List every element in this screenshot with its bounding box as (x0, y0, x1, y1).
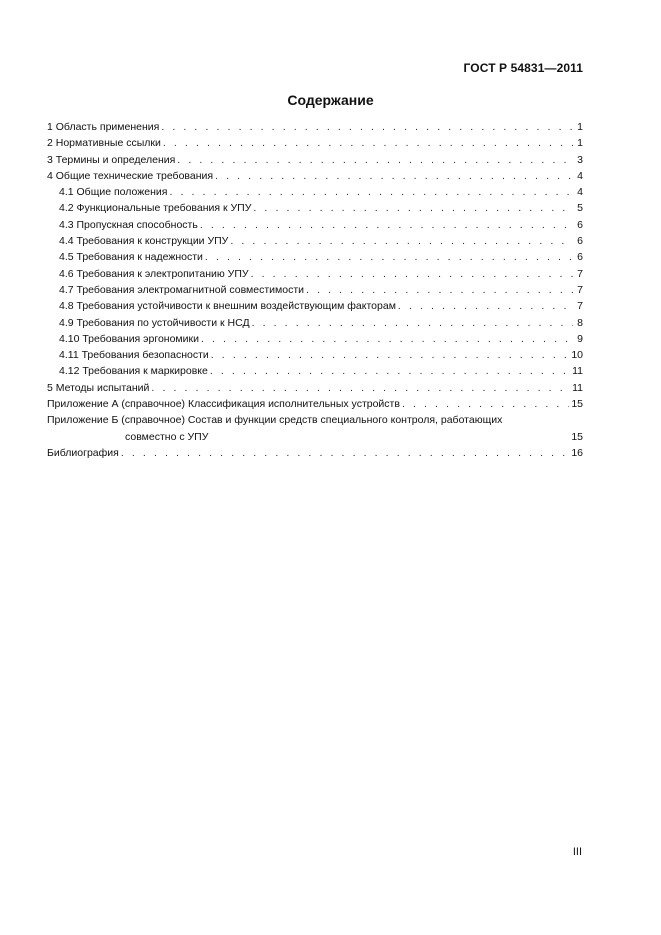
toc-leader-dots (251, 266, 573, 282)
toc-leader-dots (201, 331, 573, 347)
toc-entry-page: 15 (571, 430, 583, 443)
toc-entry[interactable] (47, 380, 583, 396)
toc-entry-label: 2 Нормативные ссылки (47, 137, 161, 150)
toc-entry-page: 11 (572, 381, 583, 394)
toc-leader-dots (252, 315, 573, 331)
toc-entry[interactable] (47, 119, 583, 135)
toc-entry[interactable] (47, 249, 583, 265)
toc-entry-page: 16 (571, 446, 583, 459)
toc-entry-page: 7 (577, 267, 583, 280)
toc-entry-label-cont: совместно с УПУ (125, 430, 209, 443)
toc-entry-page: 4 (577, 169, 583, 182)
toc-entry-label: 4 Общие технические требования (47, 169, 214, 182)
toc-entry-page: 15 (571, 398, 583, 411)
toc-leader-dots (163, 135, 573, 151)
toc-entry-first-line (47, 412, 583, 428)
toc-leader-dots (151, 380, 570, 396)
toc-entry-label: 4.1 Общие положения (59, 186, 168, 199)
toc-entry-page: 5 (577, 202, 583, 215)
table-of-contents (47, 119, 583, 461)
toc-leader-dots (398, 298, 573, 314)
toc-entry[interactable] (47, 298, 583, 314)
toc-entry-label: Приложение Б (справочное) Состав и функции средств специального контроля, работающих (47, 414, 503, 427)
toc-leader-dots (200, 217, 573, 233)
toc-entry-page: 9 (577, 332, 583, 345)
toc-entry-page: 7 (577, 300, 583, 313)
toc-leader-dots (177, 152, 573, 168)
toc-entry-label: Приложение А (справочное) Классификация исполнительных устройств (47, 398, 400, 411)
toc-entry[interactable] (47, 347, 583, 363)
toc-entry-label: 4.12 Требования к маркировке (59, 365, 208, 378)
toc-entry-page: 8 (577, 316, 583, 329)
toc-entry-page: 6 (577, 235, 583, 248)
toc-leader-dots (215, 168, 573, 184)
toc-entry-label: 4.8 Требования устойчивости к внешним воздействующим факторам (59, 300, 396, 313)
toc-entry-label: 4.6 Требования к электропитанию УПУ (59, 267, 249, 280)
document-code: ГОСТ Р 54831—2011 (463, 61, 583, 75)
page-number: III (572, 846, 582, 858)
toc-entry[interactable] (47, 331, 583, 347)
toc-entry-label: 3 Термины и определения (47, 153, 176, 166)
toc-entry-label: 4.2 Функциональные требования к УПУ (59, 202, 252, 215)
toc-entry-page: 7 (577, 283, 583, 296)
toc-entry-page: 10 (571, 349, 583, 362)
toc-entry[interactable] (47, 184, 583, 200)
toc-entry[interactable] (47, 266, 583, 282)
toc-entry-label: 5 Методы испытаний (47, 381, 150, 394)
toc-entry-label: 4.11 Требования безопасности (59, 349, 209, 362)
toc-leader-dots (230, 233, 573, 249)
toc-entry-label: 4.7 Требования электромагнитной совместимости (59, 283, 305, 296)
toc-entry[interactable] (47, 168, 583, 184)
toc-entry[interactable] (47, 363, 583, 379)
toc-entry-page: 1 (577, 121, 583, 133)
toc-leader-dots (306, 282, 573, 298)
toc-entry[interactable] (47, 445, 583, 461)
toc-entry[interactable] (47, 152, 583, 168)
toc-leader-dots (402, 396, 569, 412)
toc-entry-page: 3 (577, 153, 583, 166)
toc-entry-page: 6 (577, 251, 583, 264)
toc-entry[interactable] (47, 217, 583, 233)
toc-entry[interactable] (47, 396, 583, 412)
toc-leader-dots (211, 347, 570, 363)
toc-entry-label: 4.5 Требования к надежности (59, 251, 203, 264)
toc-entry-page: 1 (577, 137, 583, 150)
toc-entry-page: 4 (577, 186, 583, 199)
toc-entry[interactable] (47, 412, 583, 445)
toc-entry[interactable] (47, 200, 583, 216)
toc-entry-continuation (47, 429, 583, 445)
toc-title: Содержание (287, 92, 374, 108)
toc-entry-label: 4.3 Пропускная способность (59, 218, 198, 231)
toc-entry-label: 4.9 Требования по устойчивости к НСД (59, 316, 250, 329)
toc-leader-dots (205, 249, 573, 265)
toc-entry[interactable] (47, 135, 583, 151)
toc-entry[interactable] (47, 282, 583, 298)
toc-entry-page: 6 (577, 218, 583, 231)
toc-leader-dots (121, 445, 569, 461)
toc-entry-page: 11 (572, 365, 583, 378)
toc-leader-dots (210, 363, 570, 379)
toc-entry[interactable] (47, 315, 583, 331)
toc-leader-dots (253, 200, 573, 216)
toc-entry-label: 4.4 Требования к конструкции УПУ (59, 235, 229, 248)
toc-leader-dots (169, 184, 573, 200)
toc-entry[interactable] (47, 233, 583, 249)
toc-entry-label: 4.10 Требования эргономики (59, 332, 199, 345)
toc-leader-dots (161, 119, 573, 135)
toc-entry-label: 1 Область применения (47, 121, 160, 133)
toc-entry-label: Библиография (47, 446, 119, 459)
